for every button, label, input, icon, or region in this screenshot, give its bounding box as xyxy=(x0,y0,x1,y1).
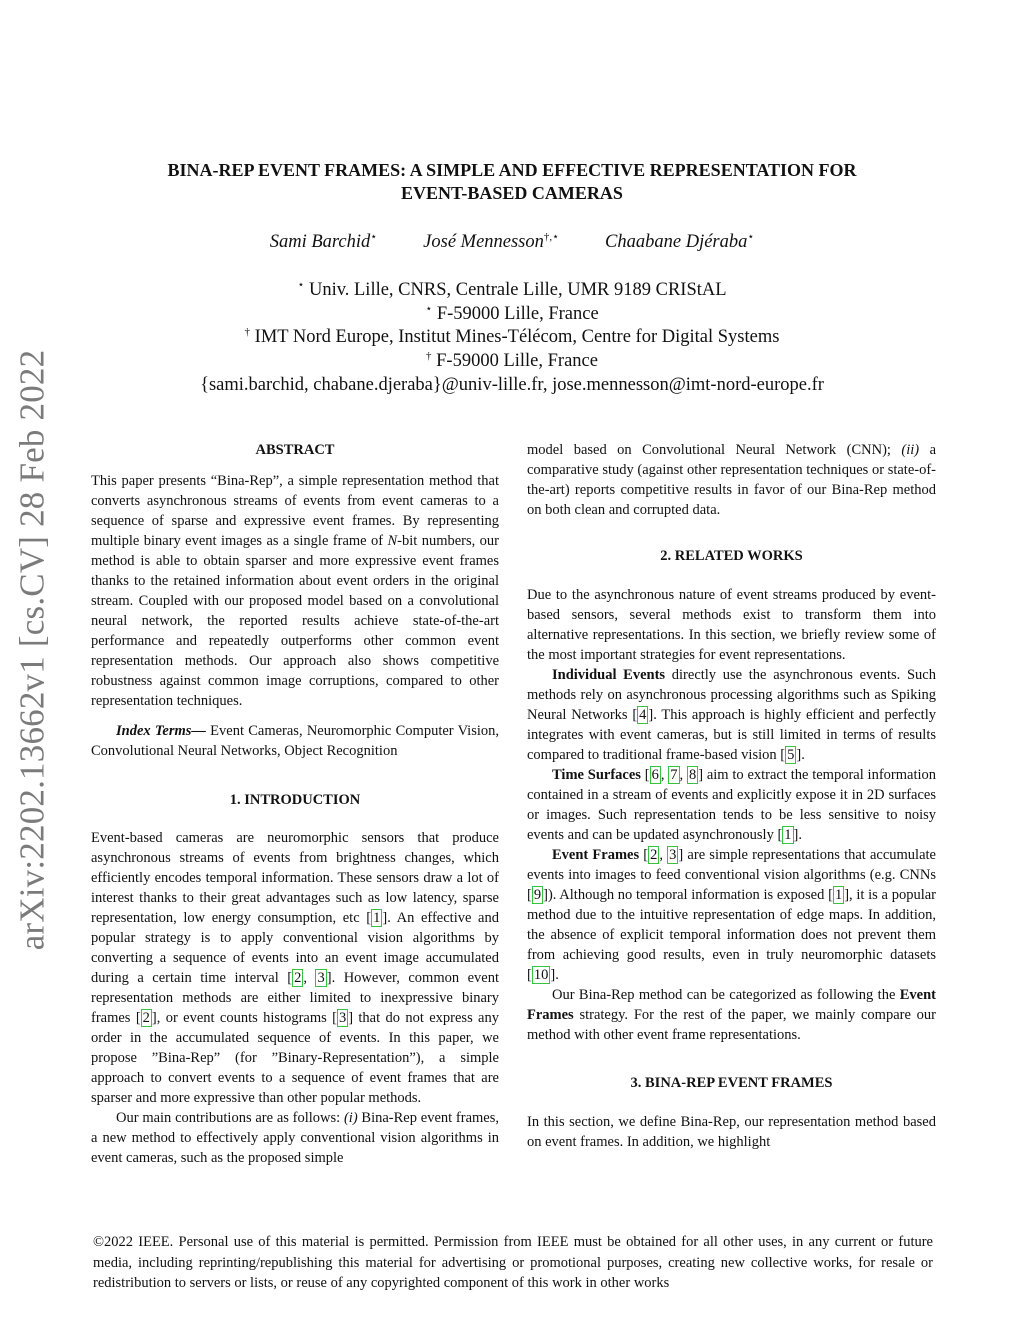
citation-link[interactable]: 3 xyxy=(338,1010,347,1026)
citation-link[interactable]: 1 xyxy=(834,887,843,903)
individual-events-paragraph: Individual Events directly use the asynchronous events. Such methods rely on asynchronous processing algorithms such as Spiking Neural Networks [ 4 ]. This approach is highly efficient and perfectly integrates with event cameras, but is still limited in terms of results compared to traditional frame-based vision [ 5 ]. xyxy=(527,667,936,763)
citation-link[interactable]: 3 xyxy=(669,847,677,863)
citation-link[interactable]: 10 xyxy=(533,967,549,983)
affiliations xyxy=(90,279,934,398)
citation-link[interactable]: 2 xyxy=(650,847,658,863)
affiliation-line: ⋆ Univ. Lille, CNRS, Centrale Lille, UMR 9189 CRIStAL xyxy=(297,279,727,300)
arxiv-stamp xyxy=(2,349,62,951)
citation-link[interactable]: 2 xyxy=(142,1010,150,1026)
abstract-text: This paper presents “Bina-Rep”, a simple representation method that converts asynchronous streams of events from event cameras to a sequence of sparse and expressive event frames. By representing multiple binary event images as a single frame of N-bit numbers, our method is able to obtain sparser and more expressive event frames thanks to the retained information about event orders in the original stream. Coupled with our proposed model based on a convolutional neural network, the reported results achieve state-of-the-art performance and repeatedly outperforms other common event representation methods. Our approach also shows competitive robustness against common image corruptions, compared to other representation techniques. xyxy=(91,473,499,709)
citation-link[interactable]: 8 xyxy=(688,767,697,783)
arxiv-id[interactable]: arXiv:2202.13662v1 [cs.CV] 28 Feb 2022 xyxy=(12,349,52,951)
index-terms: Index Terms— Event Cameras, Neuromorphic Computer Vision, Convolutional Neural Networks, Object Recognition xyxy=(91,723,500,759)
paper-title xyxy=(90,159,934,205)
citation-link[interactable]: 4 xyxy=(639,707,647,723)
title-line-1: BINA-REP EVENT FRAMES: A SIMPLE AND EFFECTIVE REPRESENTATION FOR xyxy=(167,160,857,180)
citation-link[interactable]: 1 xyxy=(373,910,381,926)
left-column xyxy=(91,440,499,1168)
affiliation-line: † IMT Nord Europe, Institut Mines-Télécom, Centre for Digital Systems xyxy=(244,326,780,348)
intro-paragraph-1: Event-based cameras are neuromorphic sensors that produce asynchronous streams of events from brightness changes, which efficiently encodes temporal information. These sensors draw a lot of interest thanks to their great advantages such as low latency, sparse representation, low energy consumption, etc [ 1 ]. An effective and popular strategy is to apply conventional vision algorithms by converting a sequence of events into an event image accumulated during a certain time interval [ 2 , 3 ]. However, common event representation methods are either limited to inexpressive binary frames [ 2 ], or event counts histograms [ 3 ] that do not express any order in the accumulated sequence of events. In this paper, we propose ”Bina-Rep” (for ”Binary-Representation”), a simple approach to convert events to a sequence of event frames that are sparser and more expressive than other popular methods. xyxy=(91,830,500,1106)
copyright-notice xyxy=(93,1232,933,1294)
citation-link[interactable]: 7 xyxy=(670,767,678,783)
author-list xyxy=(90,232,934,253)
title-line-2: EVENT-BASED CAMERAS xyxy=(401,183,623,203)
intro-paragraph-2: Our main contributions are as follows: (i) Bina-Rep event frames, a new method to effectively apply conventional vision algorithms in event cameras, such as the proposed simple xyxy=(91,1110,499,1166)
abstract-heading: ABSTRACT xyxy=(255,442,335,458)
related-paragraph-1: Due to the asynchronous nature of event streams produced by event-based sensors, several methods exist to transform them into alternative representations. In this section, we briefly review some of the most important strategies for event representations. xyxy=(527,587,936,663)
citation-link[interactable]: 1 xyxy=(784,827,792,843)
citation-link[interactable]: 5 xyxy=(787,747,795,763)
right-column xyxy=(527,440,936,1152)
binarep-heading: 3. BINA-REP EVENT FRAMES xyxy=(630,1075,833,1091)
event-frames-paragraph: Event Frames [ 2 , 3 ] are simple representations that accumulate events into images to feed conventional vision algorithms (e.g. CNNs [ 9 ]). Although no temporal information is exposed [ 1 ], it is a popular method due to the intuitive representation of edge maps. In addition, the absence of explicit temporal information does not prevent them from achieving good results, even in truly neuromorphic datasets [ 10 ]. xyxy=(527,847,936,983)
author: Chaabane Djéraba⋆ xyxy=(605,231,755,252)
citation-link[interactable]: 9 xyxy=(533,887,542,903)
copyright-text: ©2022 IEEE. Personal use of this material is permitted. Permission from IEEE must be obtained for all other uses, in any current or future media, including reprinting/republishing this material for advertising or promotional purposes, creating new collective works, for resale or redistribution to servers or lists, or reuse of any copyrighted component of this work in other works xyxy=(93,1234,933,1291)
bina-rep-paragraph: Our Bina-Rep method can be categorized as following the Event Frames strategy. For the rest of the paper, we mainly compare our method with other event frame representations. xyxy=(527,987,936,1043)
citation-link[interactable]: 2 xyxy=(294,970,302,986)
citation-link[interactable]: 6 xyxy=(651,767,659,783)
related-heading: 2. RELATED WORKS xyxy=(660,548,803,564)
time-surfaces-paragraph: Time Surfaces [ 6 , 7 , 8 ] aim to extract the temporal information contained in a stream of events and explicitly expose it in 2D surfaces or images. Such representation tends to be less sensitive to noisy events and can be updated asynchronously [ 1 ]. xyxy=(527,767,937,843)
affiliation-emails: {sami.barchid, chabane.djeraba}@univ-lille.fr, jose.mennesson@imt-nord-europe.fr xyxy=(200,374,824,395)
citation-link[interactable]: 3 xyxy=(317,970,325,986)
intro-heading: 1. INTRODUCTION xyxy=(229,792,361,808)
author: Sami Barchid⋆ xyxy=(269,231,378,252)
affiliation-line: ⋆ F-59000 Lille, France xyxy=(425,302,599,324)
binarep-paragraph-1: In this section, we define Bina-Rep, our representation method based on event frames. In addition, we highlight xyxy=(527,1114,936,1150)
author: José Mennesson†,⋆ xyxy=(423,231,560,252)
intro-paragraph-2-cont: model based on Convolutional Neural Network (CNN); (ii) a comparative study (against other representation techniques or state-of-the-art) reports competitive results in favor of our Bina-Rep method on both clean and corrupted data. xyxy=(527,442,936,518)
affiliation-line: † F-59000 Lille, France xyxy=(426,350,598,372)
